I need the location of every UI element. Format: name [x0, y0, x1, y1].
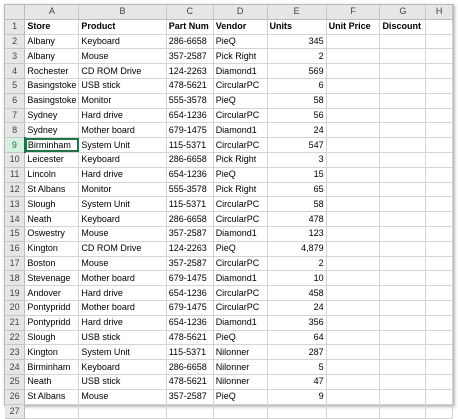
- cell[interactable]: System Unit: [79, 197, 166, 212]
- cell[interactable]: PieQ: [213, 34, 267, 49]
- row-header[interactable]: 4: [5, 64, 25, 79]
- cell[interactable]: Diamond1: [213, 315, 267, 330]
- empty-cell[interactable]: [426, 212, 453, 227]
- cell[interactable]: 58: [267, 93, 326, 108]
- cell[interactable]: 654-1236: [166, 286, 213, 301]
- cell[interactable]: Pick Right: [213, 152, 267, 167]
- cell[interactable]: Pick Right: [213, 49, 267, 64]
- empty-cell[interactable]: [380, 226, 426, 241]
- empty-cell[interactable]: [380, 78, 426, 93]
- cell[interactable]: 286-6658: [166, 34, 213, 49]
- cell[interactable]: 478-5621: [166, 78, 213, 93]
- cell[interactable]: Kington: [25, 345, 79, 360]
- cell[interactable]: 478: [267, 212, 326, 227]
- cell[interactable]: 5: [267, 360, 326, 375]
- row-header[interactable]: 17: [5, 256, 25, 271]
- cell[interactable]: PieQ: [213, 389, 267, 404]
- cell[interactable]: 2: [267, 256, 326, 271]
- table-row: [5, 78, 453, 93]
- row-header[interactable]: 19: [5, 286, 25, 301]
- row-header[interactable]: 13: [5, 197, 25, 212]
- row-header[interactable]: 15: [5, 226, 25, 241]
- cell[interactable]: Neath: [25, 374, 79, 389]
- cell[interactable]: Birminham: [25, 138, 79, 153]
- cell[interactable]: 124-2263: [166, 241, 213, 256]
- cell[interactable]: Nilonner: [213, 360, 267, 375]
- cell[interactable]: Monitor: [79, 182, 166, 197]
- cell[interactable]: Hard drive: [79, 108, 166, 123]
- cell[interactable]: USB stick: [79, 330, 166, 345]
- empty-cell[interactable]: [326, 123, 380, 138]
- row-header[interactable]: 10: [5, 152, 25, 167]
- column-header-e[interactable]: E: [267, 5, 326, 19]
- table-row: [5, 315, 453, 330]
- row-header[interactable]: 7: [5, 108, 25, 123]
- cell[interactable]: 4,879: [267, 241, 326, 256]
- empty-cell[interactable]: [380, 286, 426, 301]
- cell[interactable]: Mother board: [79, 123, 166, 138]
- cell[interactable]: 287: [267, 345, 326, 360]
- cell[interactable]: 6: [267, 78, 326, 93]
- table-row: [5, 226, 453, 241]
- empty-cell[interactable]: [380, 300, 426, 315]
- row-header[interactable]: 1: [5, 19, 25, 34]
- cell[interactable]: 357-2587: [166, 226, 213, 241]
- empty-cell[interactable]: [426, 256, 453, 271]
- cell[interactable]: 654-1236: [166, 315, 213, 330]
- empty-cell[interactable]: [267, 404, 326, 419]
- cell[interactable]: 654-1236: [166, 167, 213, 182]
- cell[interactable]: Boston: [25, 256, 79, 271]
- empty-cell[interactable]: [380, 123, 426, 138]
- row-header[interactable]: 27: [5, 404, 25, 419]
- table-row: [5, 19, 453, 34]
- cell[interactable]: Mother board: [79, 271, 166, 286]
- cell[interactable]: System Unit: [79, 138, 166, 153]
- empty-cell[interactable]: [326, 64, 380, 79]
- empty-cell[interactable]: [426, 315, 453, 330]
- empty-cell[interactable]: [426, 64, 453, 79]
- cell[interactable]: 15: [267, 167, 326, 182]
- cell[interactable]: Albany: [25, 34, 79, 49]
- empty-cell[interactable]: [380, 138, 426, 153]
- cell[interactable]: Stevenage: [25, 271, 79, 286]
- cell[interactable]: Neath: [25, 212, 79, 227]
- empty-cell[interactable]: [380, 241, 426, 256]
- empty-cell[interactable]: [326, 197, 380, 212]
- cell[interactable]: Pontypridd: [25, 300, 79, 315]
- empty-cell[interactable]: [326, 256, 380, 271]
- empty-cell[interactable]: [426, 226, 453, 241]
- cell[interactable]: Keyboard: [79, 152, 166, 167]
- empty-cell[interactable]: [166, 404, 213, 419]
- empty-cell[interactable]: [380, 212, 426, 227]
- cell[interactable]: 2: [267, 49, 326, 64]
- empty-cell[interactable]: [326, 374, 380, 389]
- cell[interactable]: Nilonner: [213, 374, 267, 389]
- cell[interactable]: 547: [267, 138, 326, 153]
- column-header-g[interactable]: G: [380, 5, 426, 19]
- cell[interactable]: 123: [267, 226, 326, 241]
- table-row: [5, 300, 453, 315]
- empty-cell[interactable]: [380, 152, 426, 167]
- empty-cell[interactable]: [426, 241, 453, 256]
- cell[interactable]: 478-5621: [166, 374, 213, 389]
- row-header[interactable]: 24: [5, 360, 25, 375]
- row-header[interactable]: 22: [5, 330, 25, 345]
- cell[interactable]: 58: [267, 197, 326, 212]
- empty-cell[interactable]: [326, 34, 380, 49]
- table-row: [5, 389, 453, 404]
- empty-cell[interactable]: [326, 212, 380, 227]
- cell[interactable]: 555-3578: [166, 93, 213, 108]
- empty-cell[interactable]: [426, 123, 453, 138]
- cell[interactable]: 286-6658: [166, 152, 213, 167]
- cell[interactable]: CircularPC: [213, 138, 267, 153]
- empty-cell[interactable]: [426, 197, 453, 212]
- header-cell[interactable]: Store: [25, 19, 79, 34]
- header-cell[interactable]: Vendor: [213, 19, 267, 34]
- header-cell[interactable]: [426, 19, 453, 34]
- table-row: [5, 330, 453, 345]
- cell[interactable]: Leicester: [25, 152, 79, 167]
- row-header[interactable]: 9: [5, 138, 25, 153]
- empty-cell[interactable]: [426, 108, 453, 123]
- cell[interactable]: 9: [267, 389, 326, 404]
- table-row: [5, 197, 453, 212]
- table-row: [5, 123, 453, 138]
- table-row: [5, 138, 453, 153]
- empty-cell[interactable]: [326, 108, 380, 123]
- empty-cell[interactable]: [326, 167, 380, 182]
- row-header[interactable]: 21: [5, 315, 25, 330]
- empty-cell[interactable]: [380, 49, 426, 64]
- cell[interactable]: 555-3578: [166, 182, 213, 197]
- empty-cell[interactable]: [326, 345, 380, 360]
- cell[interactable]: CircularPC: [213, 300, 267, 315]
- cell[interactable]: 356: [267, 315, 326, 330]
- table-row: [5, 360, 453, 375]
- cell[interactable]: 357-2587: [166, 49, 213, 64]
- header-cell[interactable]: Units: [267, 19, 326, 34]
- cell[interactable]: 10: [267, 271, 326, 286]
- empty-cell[interactable]: [426, 182, 453, 197]
- empty-cell[interactable]: [426, 389, 453, 404]
- empty-cell[interactable]: [380, 345, 426, 360]
- row-header[interactable]: 23: [5, 345, 25, 360]
- empty-cell[interactable]: [326, 49, 380, 64]
- cell[interactable]: Basingstoke: [25, 78, 79, 93]
- row-header[interactable]: 8: [5, 123, 25, 138]
- cell[interactable]: Hard drive: [79, 315, 166, 330]
- table-row: [5, 241, 453, 256]
- empty-cell[interactable]: [326, 330, 380, 345]
- cell[interactable]: USB stick: [79, 374, 166, 389]
- header-cell[interactable]: Discount: [380, 19, 426, 34]
- empty-cell[interactable]: [326, 226, 380, 241]
- empty-cell[interactable]: [380, 271, 426, 286]
- cell[interactable]: 65: [267, 182, 326, 197]
- cell[interactable]: 357-2587: [166, 389, 213, 404]
- spreadsheet: [4, 4, 454, 416]
- cell[interactable]: 47: [267, 374, 326, 389]
- cell[interactable]: Keyboard: [79, 34, 166, 49]
- cell[interactable]: Lincoln: [25, 167, 79, 182]
- cell[interactable]: Slough: [25, 330, 79, 345]
- empty-cell[interactable]: [426, 360, 453, 375]
- cell[interactable]: Sydney: [25, 123, 79, 138]
- column-header-row: [5, 5, 453, 19]
- cell[interactable]: Pick Right: [213, 182, 267, 197]
- cell[interactable]: 679-1475: [166, 300, 213, 315]
- column-header-h[interactable]: H: [426, 5, 453, 19]
- cell[interactable]: PieQ: [213, 93, 267, 108]
- cell[interactable]: Diamond1: [213, 226, 267, 241]
- table-row: [5, 167, 453, 182]
- empty-cell[interactable]: [426, 300, 453, 315]
- table-row: [5, 64, 453, 79]
- empty-cell[interactable]: [380, 167, 426, 182]
- cell[interactable]: 345: [267, 34, 326, 49]
- cell[interactable]: Keyboard: [79, 360, 166, 375]
- cell[interactable]: 115-5371: [166, 345, 213, 360]
- cell[interactable]: System Unit: [79, 345, 166, 360]
- column-header-b[interactable]: B: [79, 5, 166, 19]
- empty-cell[interactable]: [426, 404, 453, 419]
- empty-cell[interactable]: [326, 138, 380, 153]
- cell[interactable]: Mother board: [79, 300, 166, 315]
- table-row: [5, 345, 453, 360]
- empty-cell[interactable]: [380, 197, 426, 212]
- empty-cell[interactable]: [380, 389, 426, 404]
- empty-cell[interactable]: [380, 374, 426, 389]
- row-header[interactable]: 6: [5, 93, 25, 108]
- empty-cell[interactable]: [326, 300, 380, 315]
- empty-cell[interactable]: [326, 286, 380, 301]
- cell[interactable]: Basingstoke: [25, 93, 79, 108]
- header-cell[interactable]: Part Num: [166, 19, 213, 34]
- empty-cell[interactable]: [426, 271, 453, 286]
- empty-cell[interactable]: [380, 315, 426, 330]
- cell[interactable]: Kington: [25, 241, 79, 256]
- empty-cell[interactable]: [380, 64, 426, 79]
- row-header[interactable]: 18: [5, 271, 25, 286]
- empty-cell[interactable]: [380, 256, 426, 271]
- cell[interactable]: 286-6658: [166, 360, 213, 375]
- cell[interactable]: 458: [267, 286, 326, 301]
- empty-cell[interactable]: [380, 108, 426, 123]
- sheet-grid: [5, 5, 453, 419]
- cell[interactable]: CircularPC: [213, 212, 267, 227]
- header-cell[interactable]: Product: [79, 19, 166, 34]
- row-header[interactable]: 12: [5, 182, 25, 197]
- cell[interactable]: Pontypridd: [25, 315, 79, 330]
- cell[interactable]: USB stick: [79, 78, 166, 93]
- empty-cell[interactable]: [380, 360, 426, 375]
- cell[interactable]: Andover: [25, 286, 79, 301]
- empty-cell[interactable]: [426, 167, 453, 182]
- cell[interactable]: 115-5371: [166, 197, 213, 212]
- empty-cell[interactable]: [326, 271, 380, 286]
- select-all-corner[interactable]: [5, 5, 25, 19]
- cell[interactable]: Birminham: [25, 360, 79, 375]
- table-row: [5, 93, 453, 108]
- cell[interactable]: CD ROM Drive: [79, 241, 166, 256]
- table-row: [5, 182, 453, 197]
- empty-cell[interactable]: [326, 404, 380, 419]
- column-header-f[interactable]: F: [326, 5, 380, 19]
- cell[interactable]: Hard drive: [79, 286, 166, 301]
- empty-cell[interactable]: [426, 374, 453, 389]
- cell[interactable]: Mouse: [79, 49, 166, 64]
- cell[interactable]: Hard drive: [79, 167, 166, 182]
- cell[interactable]: 679-1475: [166, 271, 213, 286]
- table-row: [5, 404, 453, 419]
- cell[interactable]: 286-6658: [166, 212, 213, 227]
- cell[interactable]: PieQ: [213, 241, 267, 256]
- cell[interactable]: 654-1236: [166, 108, 213, 123]
- cell[interactable]: 24: [267, 123, 326, 138]
- cell[interactable]: Oswestry: [25, 226, 79, 241]
- cell[interactable]: Diamond1: [213, 64, 267, 79]
- row-header[interactable]: 5: [5, 78, 25, 93]
- cell[interactable]: Slough: [25, 197, 79, 212]
- empty-cell[interactable]: [426, 78, 453, 93]
- table-row: [5, 34, 453, 49]
- empty-cell[interactable]: [426, 345, 453, 360]
- cell[interactable]: St Albans: [25, 182, 79, 197]
- cell[interactable]: Diamond1: [213, 123, 267, 138]
- empty-cell[interactable]: [326, 389, 380, 404]
- table-row: [5, 271, 453, 286]
- column-header-c[interactable]: C: [166, 5, 213, 19]
- cell[interactable]: PieQ: [213, 330, 267, 345]
- empty-cell[interactable]: [426, 49, 453, 64]
- empty-cell[interactable]: [25, 404, 79, 419]
- table-row: [5, 212, 453, 227]
- table-row: [5, 108, 453, 123]
- cell[interactable]: Mouse: [79, 256, 166, 271]
- table-row: [5, 374, 453, 389]
- empty-cell[interactable]: [326, 152, 380, 167]
- cell[interactable]: 3: [267, 152, 326, 167]
- row-header[interactable]: 25: [5, 374, 25, 389]
- cell[interactable]: CircularPC: [213, 286, 267, 301]
- empty-cell[interactable]: [426, 330, 453, 345]
- cell[interactable]: Mouse: [79, 226, 166, 241]
- table-row: [5, 152, 453, 167]
- cell[interactable]: 357-2587: [166, 256, 213, 271]
- cell[interactable]: Diamond1: [213, 271, 267, 286]
- table-row: [5, 256, 453, 271]
- empty-cell[interactable]: [79, 404, 166, 419]
- empty-cell[interactable]: [426, 286, 453, 301]
- cell[interactable]: Mouse: [79, 389, 166, 404]
- empty-cell[interactable]: [213, 404, 267, 419]
- empty-cell[interactable]: [326, 182, 380, 197]
- empty-cell[interactable]: [326, 315, 380, 330]
- cell[interactable]: Rochester: [25, 64, 79, 79]
- cell[interactable]: CircularPC: [213, 78, 267, 93]
- cell[interactable]: 24: [267, 300, 326, 315]
- cell[interactable]: Monitor: [79, 93, 166, 108]
- column-header-d[interactable]: D: [213, 5, 267, 19]
- header-cell[interactable]: Unit Price: [326, 19, 380, 34]
- empty-cell[interactable]: [380, 93, 426, 108]
- empty-cell[interactable]: [426, 138, 453, 153]
- cell[interactable]: 569: [267, 64, 326, 79]
- empty-cell[interactable]: [326, 360, 380, 375]
- empty-cell[interactable]: [326, 78, 380, 93]
- row-header[interactable]: 3: [5, 49, 25, 64]
- row-header[interactable]: 16: [5, 241, 25, 256]
- cell[interactable]: CD ROM Drive: [79, 64, 166, 79]
- empty-cell[interactable]: [380, 182, 426, 197]
- row-header[interactable]: 2: [5, 34, 25, 49]
- cell[interactable]: St Albans: [25, 389, 79, 404]
- empty-cell[interactable]: [380, 34, 426, 49]
- cell[interactable]: 64: [267, 330, 326, 345]
- empty-cell[interactable]: [326, 93, 380, 108]
- empty-cell[interactable]: [326, 241, 380, 256]
- row-header[interactable]: 20: [5, 300, 25, 315]
- table-row: [5, 286, 453, 301]
- cell[interactable]: PieQ: [213, 167, 267, 182]
- cell[interactable]: CircularPC: [213, 256, 267, 271]
- cell[interactable]: Sydney: [25, 108, 79, 123]
- column-header-a[interactable]: A: [25, 5, 79, 19]
- cell[interactable]: 124-2263: [166, 64, 213, 79]
- empty-cell[interactable]: [380, 330, 426, 345]
- cell[interactable]: CircularPC: [213, 197, 267, 212]
- row-header[interactable]: 26: [5, 389, 25, 404]
- cell[interactable]: Albany: [25, 49, 79, 64]
- table-row: [5, 49, 453, 64]
- cell[interactable]: Keyboard: [79, 212, 166, 227]
- empty-cell[interactable]: [426, 152, 453, 167]
- empty-cell[interactable]: [426, 93, 453, 108]
- cell[interactable]: 56: [267, 108, 326, 123]
- cell[interactable]: 478-5621: [166, 330, 213, 345]
- cell[interactable]: 115-5371: [166, 138, 213, 153]
- cell[interactable]: 679-1475: [166, 123, 213, 138]
- empty-cell[interactable]: [380, 404, 426, 419]
- row-header[interactable]: 14: [5, 212, 25, 227]
- row-header[interactable]: 11: [5, 167, 25, 182]
- empty-cell[interactable]: [426, 34, 453, 49]
- cell[interactable]: CircularPC: [213, 108, 267, 123]
- cell[interactable]: Nilonner: [213, 345, 267, 360]
